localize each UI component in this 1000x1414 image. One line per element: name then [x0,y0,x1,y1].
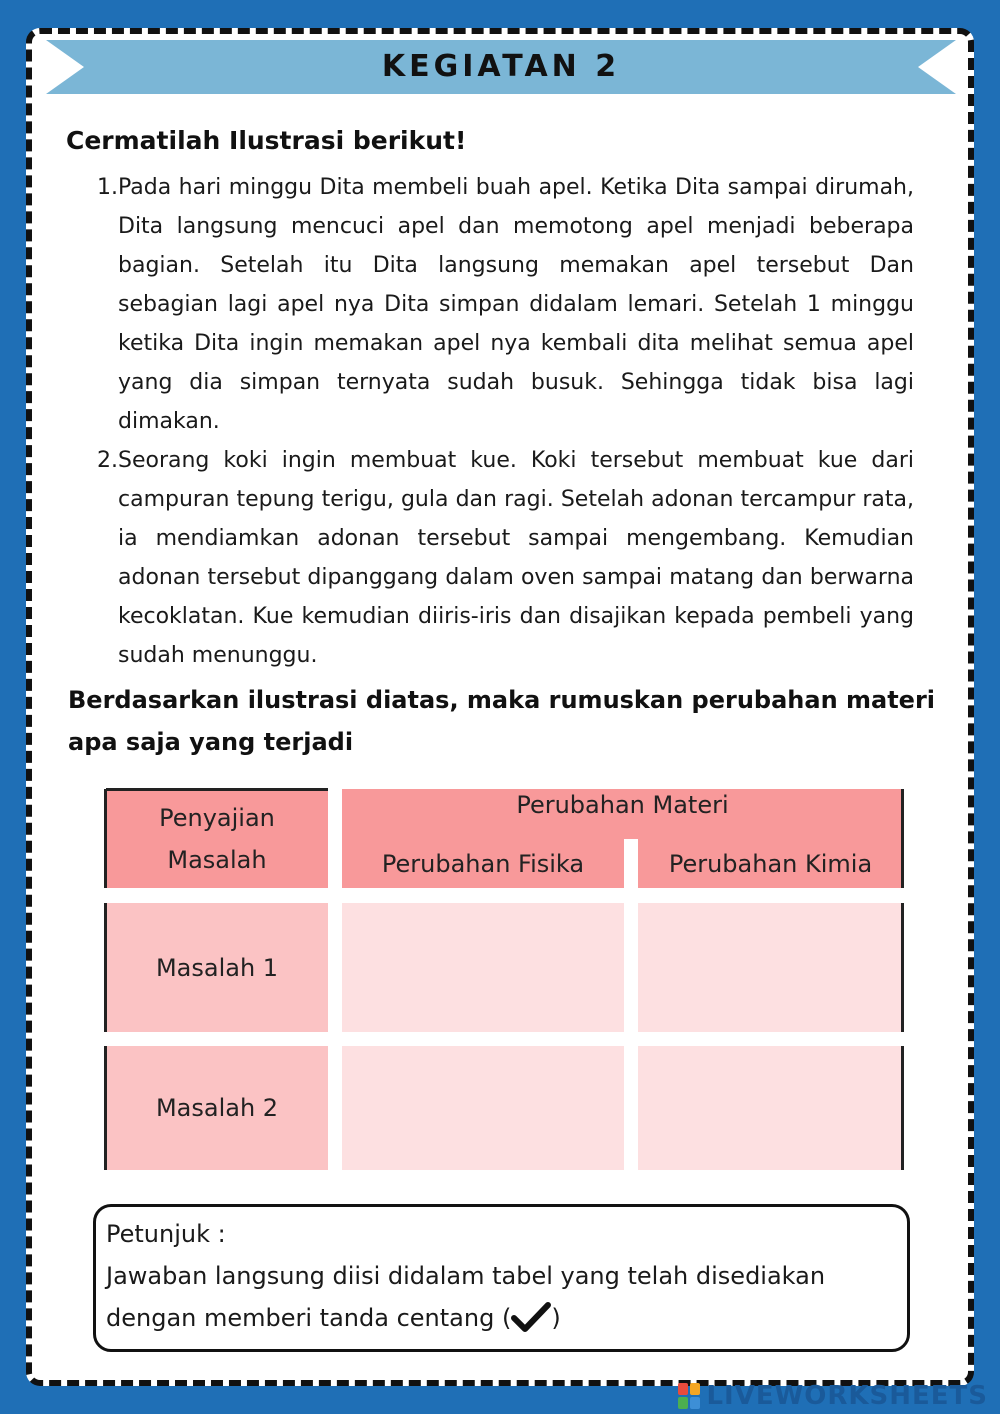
item-text: Pada hari minggu Dita membeli buah apel. Ketika Dita sampai dirumah, Dita langsung mencuci apel dan memotong apel menjadi beberapa bagian. Setelah itu Dita langsung memakan apel tersebut Dan sebagian lagi apel nya Dita simpan didalam lemari. Setelah 1 minggu ketika Dita ingin memakan apel nya kembali dita melihat semua apel yang dia simpan ternyata sudah busuk. Sehingga tidak bisa lagi dimakan. [118,175,914,434]
intro-heading: Cermatilah Ilustrasi berikut! [66,126,467,155]
liveworksheets-logo [678,1378,988,1414]
checkmark-icon [511,1302,551,1332]
header-penyajian-line2: Masalah [167,845,267,874]
item-number: 2. [97,448,118,473]
title-banner [46,40,956,94]
item-number: 1. [97,175,118,200]
item-text: Seorang koki ingin membuat kue. Koki tersebut membuat kue dari campuran tepung terigu, gula dan ragi. Setelah adonan tercampur rata, ia mendiamkan adonan tersebut sampai mengembang. Kemudian adonan tersebut dipanggang dalam oven sampai matang dan berwarna kecoklatan. Kue kemudian diiris-iris dan disajikan kepada pembeli yang sudah menunggu. [118,448,914,668]
table-border-top [106,788,328,791]
brand-name: LIVEWORKSHEETS [706,1381,988,1411]
task-heading-line1: Berdasarkan ilustrasi diatas, maka rumuskan perubahan materi [68,686,936,714]
row-label-masalah-2: Masalah 2 [106,1046,328,1170]
instruction-line1: Jawaban langsung diisi didalam tabel yang telah disediakan [106,1262,826,1290]
header-penyajian-line1: Penyajian [159,803,275,832]
table-border-left [104,1046,107,1170]
answer-cell-masalah2-fisika[interactable] [342,1046,624,1170]
instruction-line2 [106,1297,897,1339]
table-border-left [104,789,107,888]
answer-cell-masalah2-kimia[interactable] [638,1046,903,1170]
list-item [86,168,914,441]
illustration-list [86,168,914,675]
instruction-line2-text: dengan memberi tanda centang ( [106,1304,512,1332]
table-border-right [901,789,904,888]
list-item [86,441,914,675]
page-title: KEGIATAN 2 [381,49,621,84]
answer-cell-masalah1-kimia[interactable] [638,903,903,1032]
instruction-title: Petunjuk : [106,1220,226,1248]
header-penyajian-masalah [106,789,328,888]
header-perubahan-fisika: Perubahan Fisika [342,839,624,888]
instruction-box [93,1204,910,1352]
row-label-masalah-1: Masalah 1 [106,903,328,1032]
answer-cell-masalah1-fisika[interactable] [342,903,624,1032]
brand-logo-icon [678,1383,700,1409]
instruction-line2-end: ) [551,1304,561,1332]
table-border-right [901,903,904,1032]
table-border-left [104,903,107,1032]
header-perubahan-kimia: Perubahan Kimia [638,839,903,888]
header-perubahan-materi: Perubahan Materi [342,789,903,839]
table-border-right [901,1046,904,1170]
task-heading-line2: apa saja yang terjadi [68,728,354,756]
